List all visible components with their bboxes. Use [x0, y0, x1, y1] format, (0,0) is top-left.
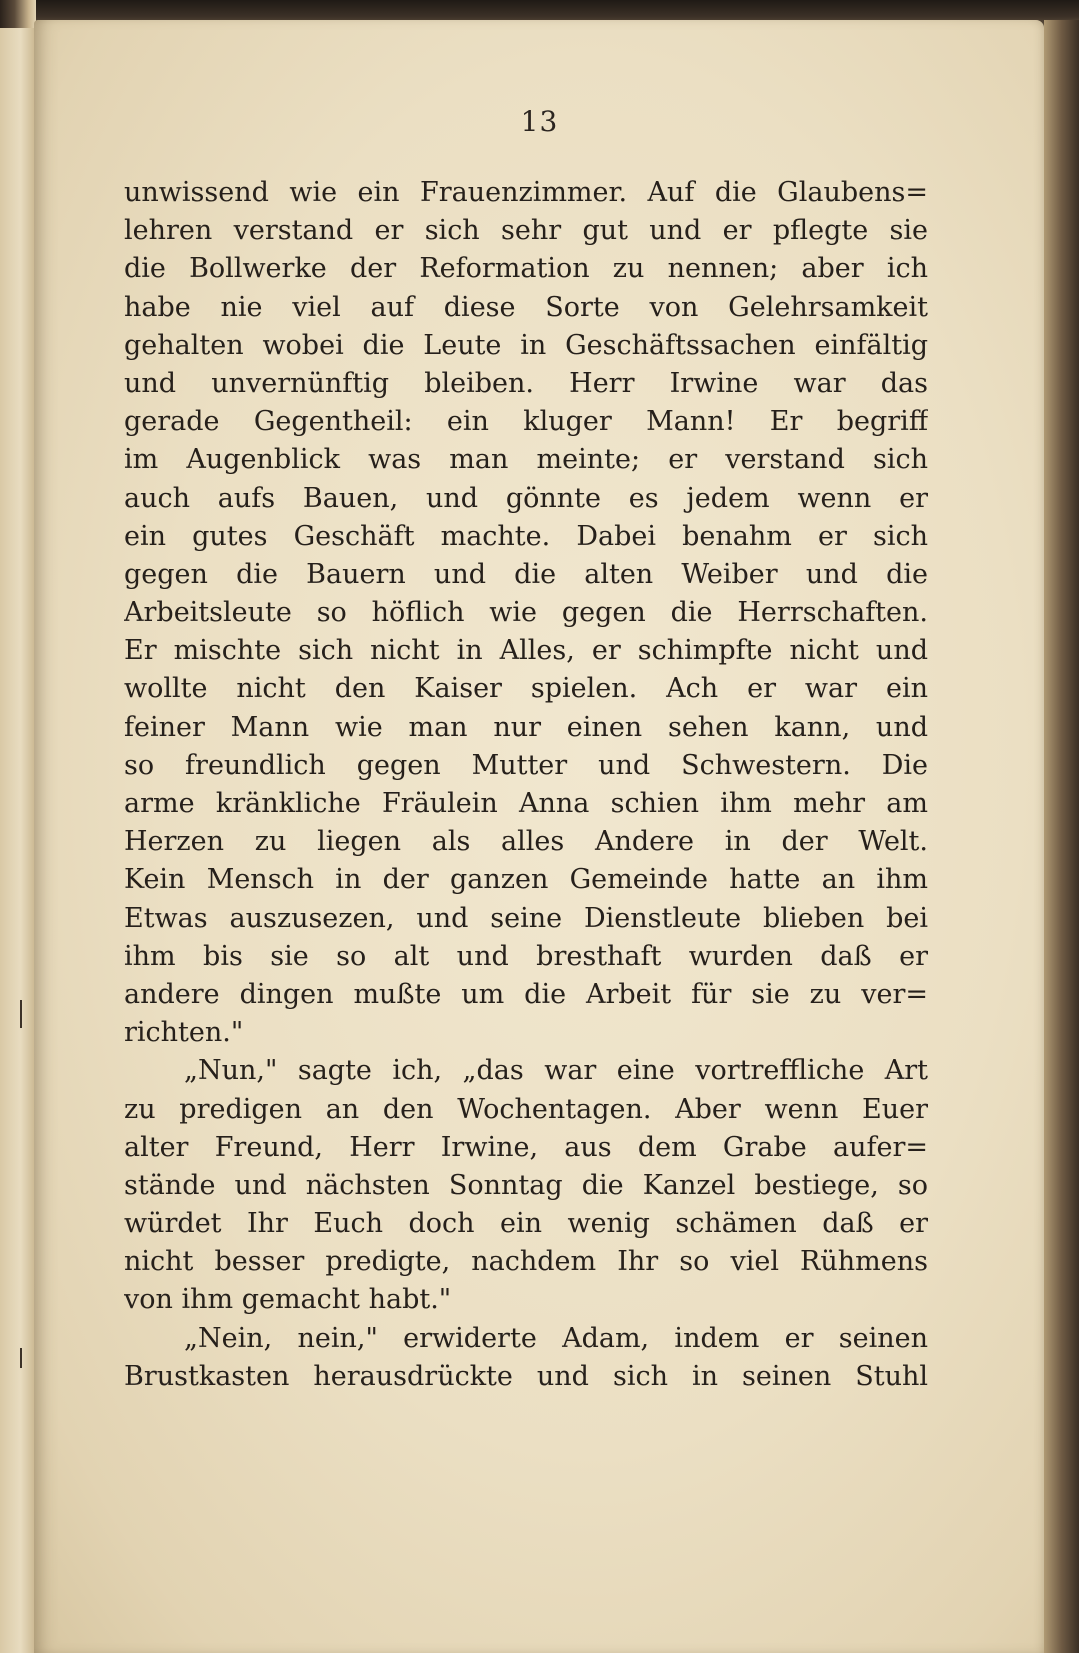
- text-line: die Bollwerke der Reformation zu nennen; aber ich: [124, 253, 928, 285]
- book-right-edge: [1044, 20, 1079, 1653]
- text-line: und unvernünftig bleiben. Herr Irwine war das: [124, 367, 928, 399]
- text-line: würdet Ihr Euch doch ein wenig schämen daß er: [124, 1208, 928, 1240]
- text-line: so freundlich gegen Mutter und Schwestern. Die: [124, 749, 928, 781]
- text-line: alter Freund, Herr Irwine, aus dem Grabe aufer=: [124, 1131, 928, 1163]
- text-line: ihm bis sie so alt und bresthaft wurden daß er: [124, 940, 928, 972]
- text-line: „Nein, nein," erwiderte Adam, indem er seinen: [184, 1322, 928, 1354]
- text-line: stände und nächsten Sonntag die Kanzel bestiege, so: [124, 1169, 928, 1201]
- text-line: arme kränkliche Fräulein Anna schien ihm mehr am: [124, 788, 928, 819]
- text-line: richten.": [124, 1017, 244, 1049]
- text-line: Er mischte sich nicht in Alles, er schimpfte nicht und: [124, 635, 928, 667]
- left-page-edge: [0, 28, 34, 1653]
- text-line: „Nun," sagte ich, „das war eine vortreffliche Art: [184, 1055, 928, 1087]
- text-line: Herzen zu liegen als alles Andere in der Welt.: [124, 826, 928, 858]
- page-number: 13: [520, 105, 559, 138]
- text-line: zu predigen an den Wochentagen. Aber wenn Euer: [124, 1093, 928, 1125]
- text-line: feiner Mann wie man nur einen sehen kann, und: [124, 711, 928, 743]
- text-line: von ihm gemacht habt.": [124, 1284, 452, 1316]
- text-line: ein gutes Geschäft machte. Dabei benahm er sich: [124, 520, 928, 552]
- text-line: nicht besser predigte, nachdem Ihr so viel Rühmens: [124, 1246, 928, 1278]
- text-line: unwissend wie ein Frauenzimmer. Auf die Glaubens=: [124, 177, 928, 208]
- text-line: Etwas auszusezen, und seine Dienstleute blieben bei: [124, 902, 928, 934]
- text-line: habe nie viel auf diese Sorte von Gelehrsamkeit: [124, 291, 928, 323]
- text-line: andere dingen mußte um die Arbeit für sie zu ver=: [124, 978, 928, 1010]
- margin-mark: [20, 1348, 22, 1368]
- margin-mark: [20, 1000, 22, 1028]
- text-line: auch aufs Bauen, und gönnte es jedem wenn er: [124, 482, 928, 514]
- text-line: im Augenblick was man meinte; er verstand sich: [124, 444, 928, 476]
- text-line: Kein Mensch in der ganzen Gemeinde hatte an ihm: [124, 864, 928, 896]
- body-text: [124, 174, 928, 1396]
- text-line: gegen die Bauern und die alten Weiber und die: [124, 558, 928, 590]
- text-line: lehren verstand er sich sehr gut und er pflegte sie: [124, 215, 928, 247]
- text-line: Brustkasten herausdrückte und sich in seinen Stuhl: [124, 1360, 928, 1392]
- text-line: gehalten wobei die Leute in Geschäftssachen einfältig: [124, 329, 928, 361]
- text-line: Arbeitsleute so höflich wie gegen die Herrschaften.: [124, 597, 928, 629]
- text-line: gerade Gegentheil: ein kluger Mann! Er begriff: [124, 406, 928, 438]
- text-line: wollte nicht den Kaiser spielen. Ach er war ein: [124, 673, 928, 705]
